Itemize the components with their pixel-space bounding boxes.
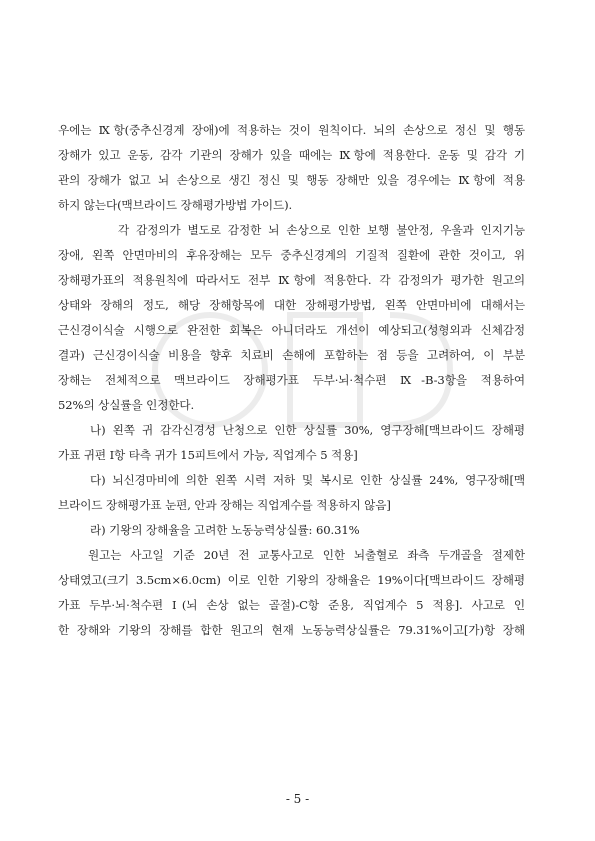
text-line: 상태와 장해의 정도, 해당 장해항목에 대한 장해평가방법, 왼쪽 안면마비에 대해서는 xyxy=(58,298,525,312)
text-line: 가표 두부·뇌·척수편 Ⅰ(뇌 손상 없는 골절)-C항 준용, 직업계수 5 적용]. 사고로 인 xyxy=(58,598,525,612)
text-line: 가표 귀편 Ⅰ항 타측 귀가 15피트에서 가능, 직업계수 5 적용] xyxy=(58,448,358,462)
text-line: 브라이드 장해평가표 눈편, 안과 장해는 직업계수를 적용하지 않음] xyxy=(58,498,391,512)
page-number: - 5 - xyxy=(285,792,310,806)
document-body xyxy=(58,118,525,643)
text-line: 장애, 왼쪽 안면마비의 후유장해는 모두 중추신경계의 기질적 질환에 관한 것이고, 위 xyxy=(58,248,525,262)
text-line: 우에는 Ⅸ항(중추신경계 장애)에 적용하는 것이 원칙이다. 뇌의 손상으로 정신 및 행동 xyxy=(58,123,525,137)
text-line: 각 감정의가 별도로 감정한 뇌 손상으로 인한 보행 불안정, 우울과 인지기능 xyxy=(118,223,525,237)
text-line: 상태였고(크기 3.5cm×6.0cm) 이로 인한 기왕의 장해율은 19%이다[맥브라이드 장해평 xyxy=(58,573,525,587)
text-line: 근신경이식술 시행으로 완전한 회복은 아니더라도 개선이 예상되고(성형외과 신체감정 xyxy=(58,323,525,337)
text-line: 장해는 전체적으로 맥브라이드 장해평가표 두부·뇌·척수편 Ⅸ-B-3항을 적용하여 xyxy=(58,373,525,387)
text-line: 한 장해와 기왕의 장해를 합한 원고의 현재 노동능력상실률은 79.31%이고[가)항 장해 xyxy=(58,623,525,637)
text-line: 장해평가표의 적용원칙에 따라서도 전부 Ⅸ항에 적용한다. 각 감정의가 평가한 원고의 xyxy=(58,273,525,287)
text-line: 결과) 근신경이식술 비용을 향후 치료비 손해에 포함하는 점 등을 고려하여, 이 부분 xyxy=(58,348,525,362)
text-line: 나) 왼쪽 귀 감각신경성 난청으로 인한 상실률 30%, 영구장해[맥브라이드 장해평 xyxy=(90,423,525,437)
text-line: 라) 기왕의 장해율을 고려한 노동능력상실률: 60.31% xyxy=(90,523,360,537)
text-line: 하지 않는다(맥브라이드 장해평가방법 가이드). xyxy=(58,198,293,212)
text-line: 다) 뇌신경마비에 의한 왼쪽 시력 저하 및 복시로 인한 상실률 24%, 영구장해[맥 xyxy=(90,473,525,487)
text-line: 관의 장해가 없고 뇌 손상으로 생긴 정신 및 행동 장해만 있을 경우에는 Ⅸ항에 적용 xyxy=(58,173,525,187)
text-line: 52%의 상실률을 인정한다. xyxy=(58,398,195,412)
text-line: 장해가 있고 운동, 감각 기관의 장해가 있을 때에는 Ⅸ항에 적용한다. 운동 및 감각 기 xyxy=(58,148,525,162)
text-line: 원고는 사고일 기준 20년 전 교통사고로 인한 뇌출혈로 좌측 두개골을 절제한 xyxy=(88,548,525,562)
